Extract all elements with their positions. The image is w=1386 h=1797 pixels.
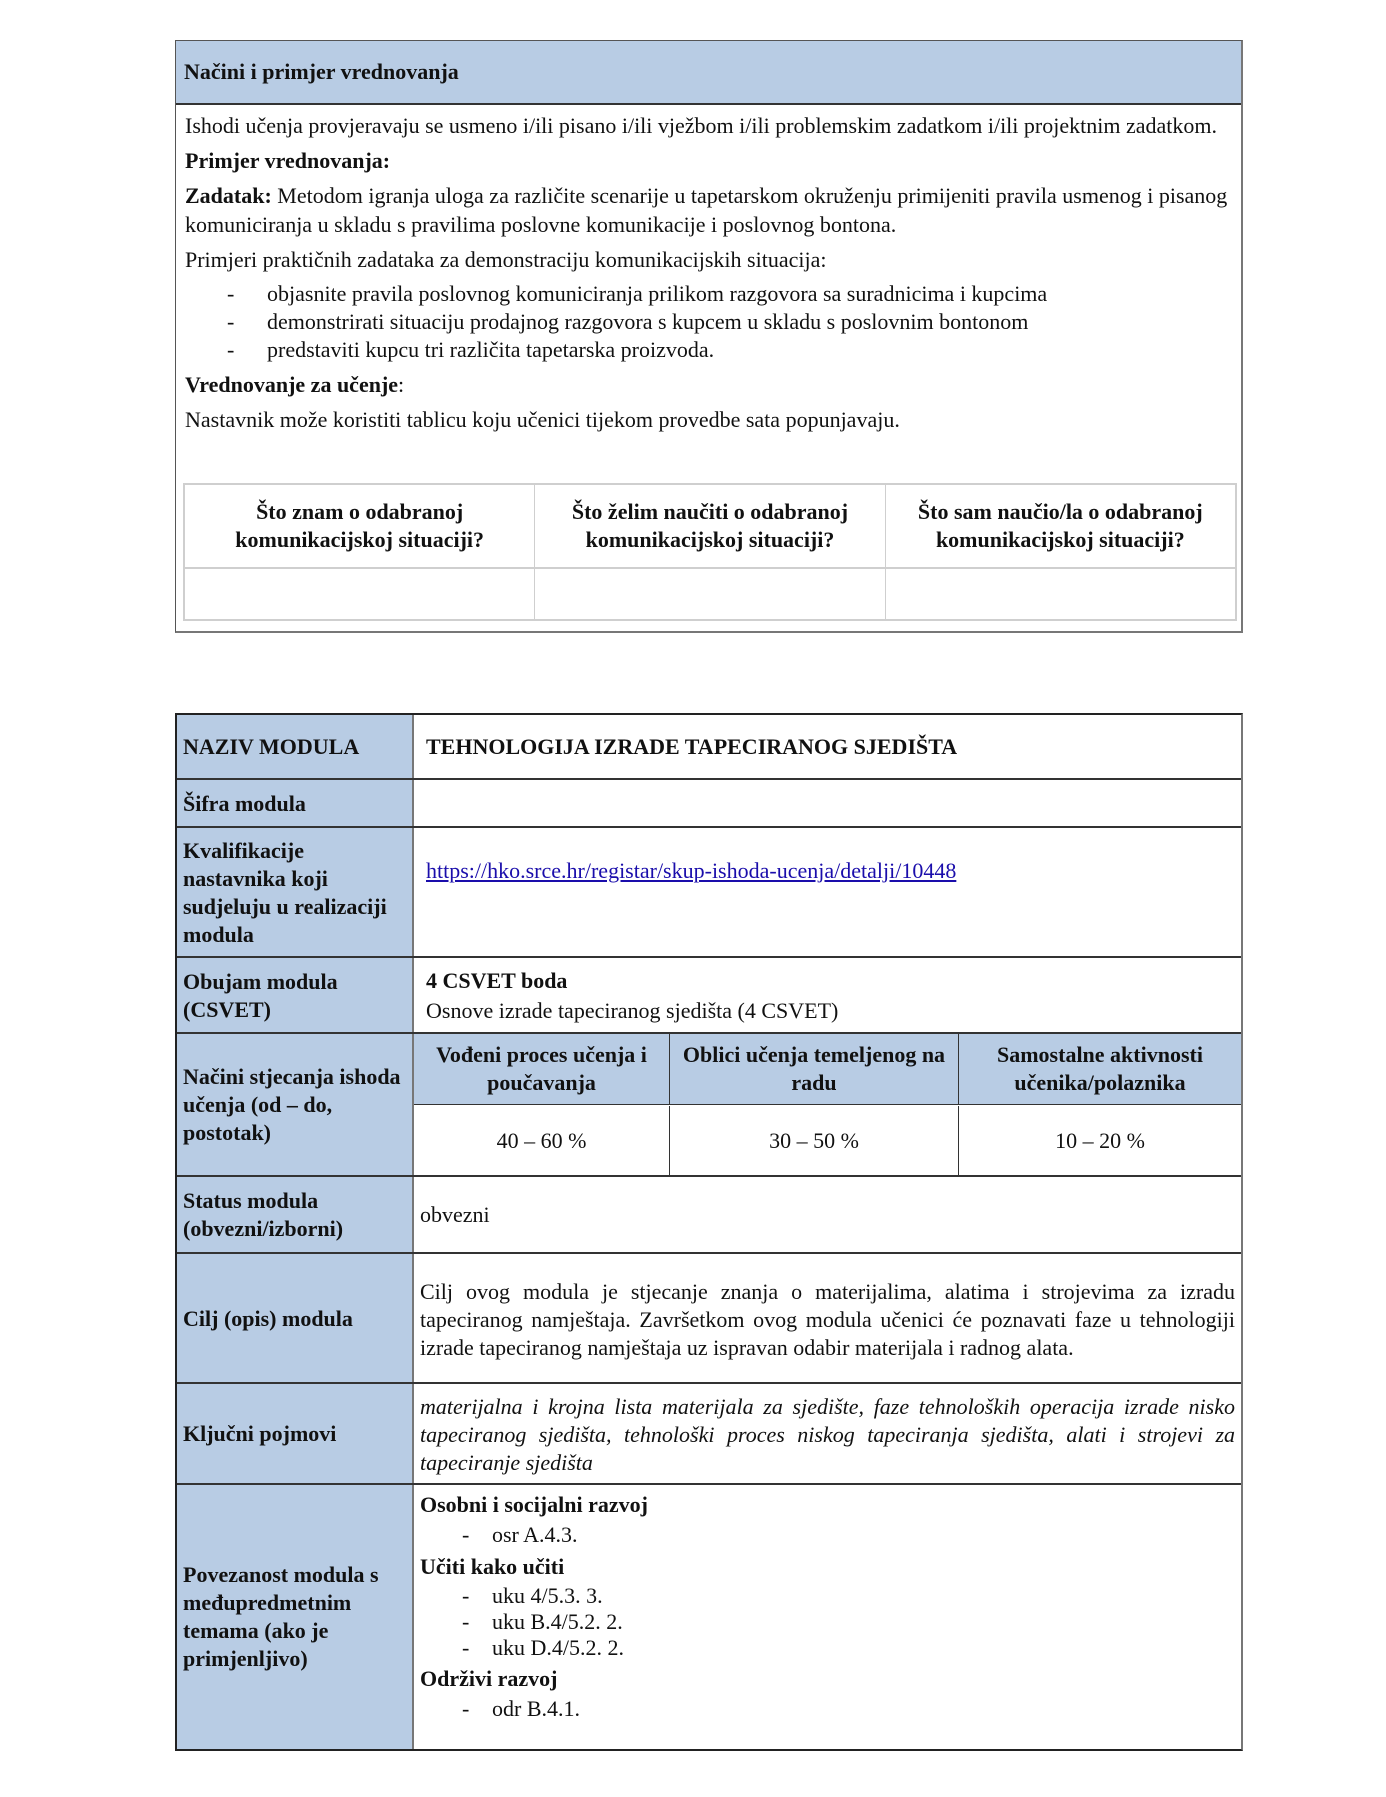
module-name-label [177,715,414,779]
teacher-qualifications-value [414,828,1241,914]
assessment-methods-body [176,105,1241,440]
cross-curricular-label [177,1485,414,1749]
examples-list [185,280,1235,364]
kwl-cell-know[interactable] [185,569,535,619]
cross-curricular-label-text: Povezanost modula s međupredmetnim temama (ako je primjenljivo) [183,1562,379,1671]
module-name-value [414,715,1241,779]
kwl-header-row [185,485,1235,569]
key-terms-label [177,1384,414,1484]
assessment-heading-line [185,370,1235,399]
list-item: - uku D.4/5.2. 2. [420,1635,1235,1661]
independent-activities-value: 10 – 20 % [1055,1128,1145,1153]
group-items-learn-to-learn [420,1583,1235,1661]
example-heading: Primjer vrednovanja: [185,148,391,173]
module-name-text: TEHNOLOGIJA IZRADE TAPECIRANOG SJEDIŠTA [426,734,958,759]
group-title-personal-social: Osobni i socijalni razvoj [420,1492,648,1517]
independent-activities-header: Samostalne aktivnosti učenika/polaznika [959,1034,1241,1104]
work-based-learning-value: 30 – 50 % [670,1106,959,1176]
module-status-value [414,1177,1241,1253]
kwl-empty-row [185,569,1235,619]
list-item: - osr A.4.3. [420,1521,1235,1549]
module-status-label-text: Status modula (obvezni/izborni) [183,1188,344,1241]
module-goal-label-text: Cilj (opis) modula [183,1305,353,1331]
kwl-header-want: Što želim naučiti o odabranoj komunikacijskoj situaciji? [535,485,885,567]
acquisition-methods-label [177,1034,414,1176]
kwl-table [183,483,1237,621]
kwl-cell-learned[interactable] [886,569,1235,619]
module-goal-value [414,1254,1241,1383]
list-item: - uku 4/5.3. 3. [420,1583,1235,1609]
assessment-methods-header [176,41,1241,105]
list-item: - predstaviti kupcu tri različita tapetarska proizvoda. [185,336,1235,364]
module-volume-label-text: Obujam modula (CSVET) [183,968,338,1022]
kwl-header-learned: Što sam naučio/la o odabranoj komunikacijskoj situaciji? [917,499,1203,552]
list-item: - demonstrirati situaciju prodajnog razgovora s kupcem u skladu s poslovnim bontonom [185,308,1235,336]
assessment-methods-table [175,40,1243,633]
group-items-personal-social [420,1521,1235,1549]
module-status-text: obvezni [420,1202,490,1227]
teacher-qualifications-label-text: Kvalifikacije nastavnika koji sudjeluju u realizaciji modula [183,837,387,947]
assessment-text: Nastavnik može koristiti tablicu koju učenici tijekom provedbe sata popunjavaju. [185,407,900,432]
acquisition-methods-header-row [414,1034,1241,1104]
assessment-colon: : [398,372,405,397]
module-volume-label [177,958,414,1033]
task-text: Metodom igranja uloga za različite scenarije u tapetarskom okruženju primijeniti pravila usmenog i pisanog komuniciranja u skladu s pravilima poslovne komunikacije i poslovnog bontona. [185,183,1228,237]
group-title-sustainable: Održivi razvoj [420,1666,558,1691]
group-title-learn-to-learn: Učiti kako učiti [420,1554,565,1579]
assessment-heading: Vrednovanje za učenje [185,372,399,397]
module-goal-text: Cilj ovog modula je stjecanje znanja o materijalima, alatima i strojevima za izradu tapeciranog namještaja. Završetkom ovog modula učenici će poznavati faze u tehnologiji izrade tapeciranog namještaja uz ispravan odabir materijala i radnog alata. [420,1278,1235,1360]
module-goal-label [177,1254,414,1383]
module-code-label [177,780,414,827]
list-item: - uku B.4/5.2. 2. [420,1609,1235,1635]
guided-learning-value: 40 – 60 % [414,1106,670,1176]
kwl-header-know: Što znam o odabranoj komunikacijskoj situaciji? [185,485,535,567]
module-name-label-text: NAZIV MODULA [183,734,360,759]
module-volume-detail: Osnove izrade tapeciranog sjedišta (4 CSVET) [426,997,839,1023]
module-volume-points: 4 CSVET boda [426,967,568,993]
task-paragraph [185,181,1235,239]
acquisition-methods-values-row [414,1106,1241,1176]
module-volume-value [414,958,1241,1033]
acquisition-methods-label-text: Načini stjecanja ishoda učenja (od – do, postotak) [183,1064,401,1145]
teacher-qualifications-label [177,828,414,957]
guided-learning-header: Vođeni proces učenja i poučavanja [414,1034,670,1104]
group-items-sustainable [420,1695,1235,1723]
key-terms-text: materijalna i krojna lista materijala za sjedište, faze tehnoloških operacija izrade nisko tapeciranog sjedišta, tehnološki proces niskog tapeciranja sjedišta, alati i strojevi za tapeciranje sjedišta [420,1394,1235,1475]
module-code-value [414,780,1241,827]
module-table [175,713,1243,1751]
list-item: - odr B.4.1. [420,1695,1235,1723]
qualifications-link[interactable]: https://hko.srce.hr/registar/skup-ishoda-ucenja/detalji/10448 [426,858,957,883]
task-label: Zadatak: [185,183,272,208]
assessment-methods-title: Načini i primjer vrednovanja [184,59,459,84]
list-item: - objasnite pravila poslovnog komuniciranja prilikom razgovora sa suradnicima i kupcima [185,280,1235,308]
kwl-cell-want[interactable] [535,569,885,619]
module-status-label [177,1177,414,1253]
examples-intro: Primjeri praktičnih zadataka za demonstraciju komunikacijskih situacija: [185,247,827,272]
key-terms-label-text: Ključni pojmovi [183,1421,337,1446]
work-based-learning-header: Oblici učenja temeljenog na radu [670,1034,959,1104]
module-code-label-text: Šifra modula [183,790,306,816]
key-terms-value [414,1384,1241,1484]
intro-text: Ishodi učenja provjeravaju se usmeno i/ili pisano i/ili vježbom i/ili problemskim zadatkom i/ili projektnim zadatkom. [185,113,1217,138]
row-divider [414,1104,1241,1105]
cross-curricular-value [414,1485,1241,1749]
